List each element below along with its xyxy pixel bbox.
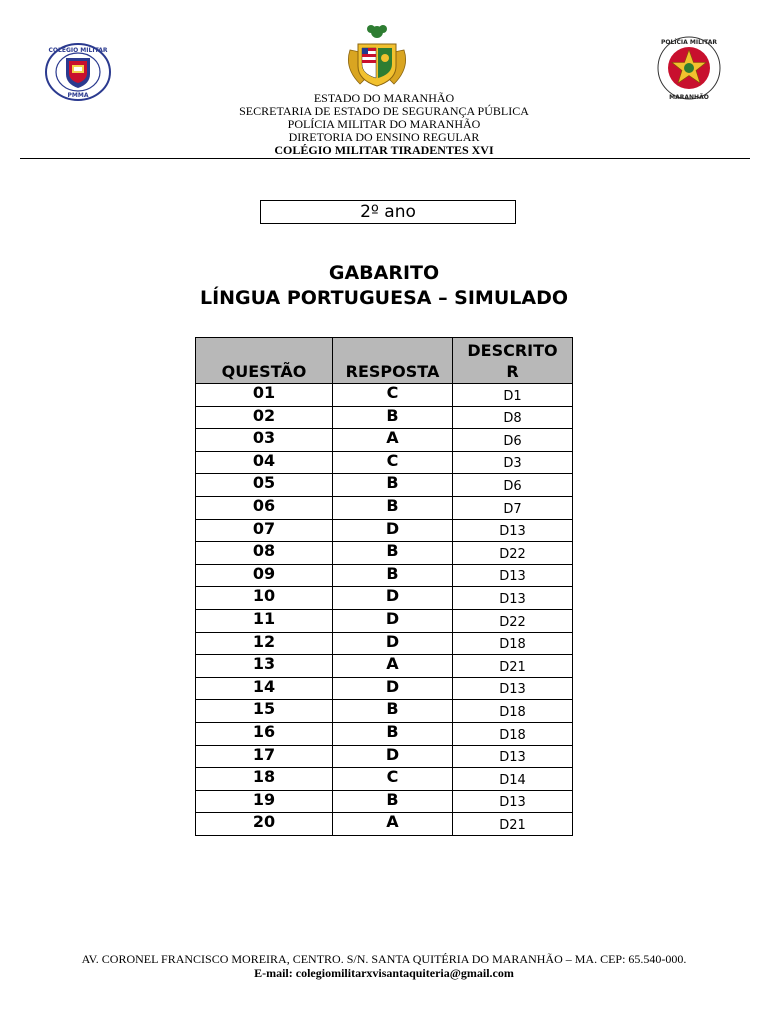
table-row	[196, 519, 573, 542]
table-row	[196, 655, 573, 678]
table-row	[196, 790, 573, 813]
left-logo-top-text: COLÉGIO MILITAR	[48, 47, 108, 54]
answer-cell: A	[333, 429, 453, 452]
document-title	[0, 261, 768, 311]
question-number-cell: 01	[196, 384, 333, 407]
question-number-cell: 17	[196, 745, 333, 768]
descriptor-cell: D1	[453, 384, 573, 407]
table-row	[196, 632, 573, 655]
answer-cell: A	[333, 813, 453, 836]
answer-cell: D	[333, 587, 453, 610]
footer-email: E-mail: colegiomilitarxvisantaquiteria@gmail.com	[254, 966, 514, 980]
answer-cell: A	[333, 655, 453, 678]
header-secretariat: SECRETARIA DE ESTADO DE SEGURANÇA PÚBLICA	[239, 104, 529, 118]
table-row	[196, 768, 573, 791]
question-number-cell: 14	[196, 677, 333, 700]
descriptor-cell: D13	[453, 745, 573, 768]
question-number-cell: 10	[196, 587, 333, 610]
answer-cell: D	[333, 677, 453, 700]
table-row	[196, 813, 573, 836]
answer-cell: B	[333, 722, 453, 745]
question-number-cell: 16	[196, 722, 333, 745]
footer	[0, 952, 768, 980]
descriptor-cell: D13	[453, 519, 573, 542]
header-descritor: DESCRITO R	[453, 338, 573, 384]
descriptor-cell: D13	[453, 790, 573, 813]
table-row	[196, 406, 573, 429]
descriptor-cell: D18	[453, 722, 573, 745]
answer-cell: B	[333, 700, 453, 723]
descriptor-cell: D22	[453, 609, 573, 632]
answer-cell: B	[333, 542, 453, 565]
table-row	[196, 722, 573, 745]
question-number-cell: 05	[196, 474, 333, 497]
answer-cell: D	[333, 519, 453, 542]
right-logo-top-text: POLÍCIA MILITAR	[660, 39, 718, 46]
answer-cell: B	[333, 790, 453, 813]
table-row	[196, 700, 573, 723]
answer-cell: B	[333, 474, 453, 497]
answer-cell: D	[333, 745, 453, 768]
answer-cell: C	[333, 384, 453, 407]
descriptor-cell: D6	[453, 429, 573, 452]
question-number-cell: 03	[196, 429, 333, 452]
table-row	[196, 609, 573, 632]
header-divider	[20, 158, 750, 159]
table-row	[196, 496, 573, 519]
question-number-cell: 02	[196, 406, 333, 429]
descriptor-cell: D3	[453, 451, 573, 474]
header-state: ESTADO DO MARANHÃO	[313, 91, 455, 105]
letterhead	[0, 92, 768, 157]
grade-label: 2º ano	[260, 200, 516, 224]
question-number-cell: 12	[196, 632, 333, 655]
table-header-row	[196, 338, 573, 384]
header-school: COLÉGIO MILITAR TIRADENTES XVI	[274, 143, 494, 157]
descriptor-cell: D21	[453, 655, 573, 678]
table-row	[196, 542, 573, 565]
answer-key-table	[195, 337, 573, 836]
answer-cell: D	[333, 632, 453, 655]
descriptor-cell: D21	[453, 813, 573, 836]
descriptor-cell: D6	[453, 474, 573, 497]
question-number-cell: 20	[196, 813, 333, 836]
answer-cell: D	[333, 609, 453, 632]
descriptor-cell: D18	[453, 700, 573, 723]
descriptor-cell: D13	[453, 677, 573, 700]
question-number-cell: 11	[196, 609, 333, 632]
question-number-cell: 09	[196, 564, 333, 587]
descriptor-cell: D13	[453, 587, 573, 610]
title-subject: LÍNGUA PORTUGUESA – SIMULADO	[199, 287, 569, 309]
right-logo-bottom-text: MARANHÃO	[669, 94, 709, 101]
question-number-cell: 04	[196, 451, 333, 474]
question-number-cell: 07	[196, 519, 333, 542]
answer-cell: B	[333, 496, 453, 519]
question-number-cell: 08	[196, 542, 333, 565]
answer-cell: B	[333, 406, 453, 429]
header-directorate: DIRETORIA DO ENSINO REGULAR	[288, 130, 480, 144]
table-row	[196, 745, 573, 768]
descriptor-cell: D8	[453, 406, 573, 429]
descriptor-cell: D13	[453, 564, 573, 587]
header-police: POLÍCIA MILITAR DO MARANHÃO	[287, 117, 481, 131]
answer-cell: C	[333, 768, 453, 791]
left-logo-bottom-text: PMMA	[67, 92, 89, 99]
question-number-cell: 13	[196, 655, 333, 678]
question-number-cell: 18	[196, 768, 333, 791]
coat-of-arms-emblem	[344, 22, 410, 90]
question-number-cell: 06	[196, 496, 333, 519]
descriptor-cell: D7	[453, 496, 573, 519]
question-number-cell: 15	[196, 700, 333, 723]
footer-address: AV. CORONEL FRANCISCO MOREIRA, CENTRO. S/N. SANTA QUITÉRIA DO MARANHÃO – MA. CEP: 65.540-000.	[81, 952, 687, 966]
descriptor-cell: D14	[453, 768, 573, 791]
table-row	[196, 677, 573, 700]
header-resposta: RESPOSTA	[333, 338, 453, 384]
question-number-cell: 19	[196, 790, 333, 813]
descriptor-cell: D22	[453, 542, 573, 565]
answer-cell: B	[333, 564, 453, 587]
table-row	[196, 587, 573, 610]
table-row	[196, 451, 573, 474]
table-row	[196, 429, 573, 452]
table-row	[196, 474, 573, 497]
answer-cell: C	[333, 451, 453, 474]
header-questao: QUESTÃO	[196, 338, 333, 384]
table-row	[196, 384, 573, 407]
descriptor-cell: D18	[453, 632, 573, 655]
title-gabarito: GABARITO	[328, 262, 440, 284]
table-row	[196, 564, 573, 587]
